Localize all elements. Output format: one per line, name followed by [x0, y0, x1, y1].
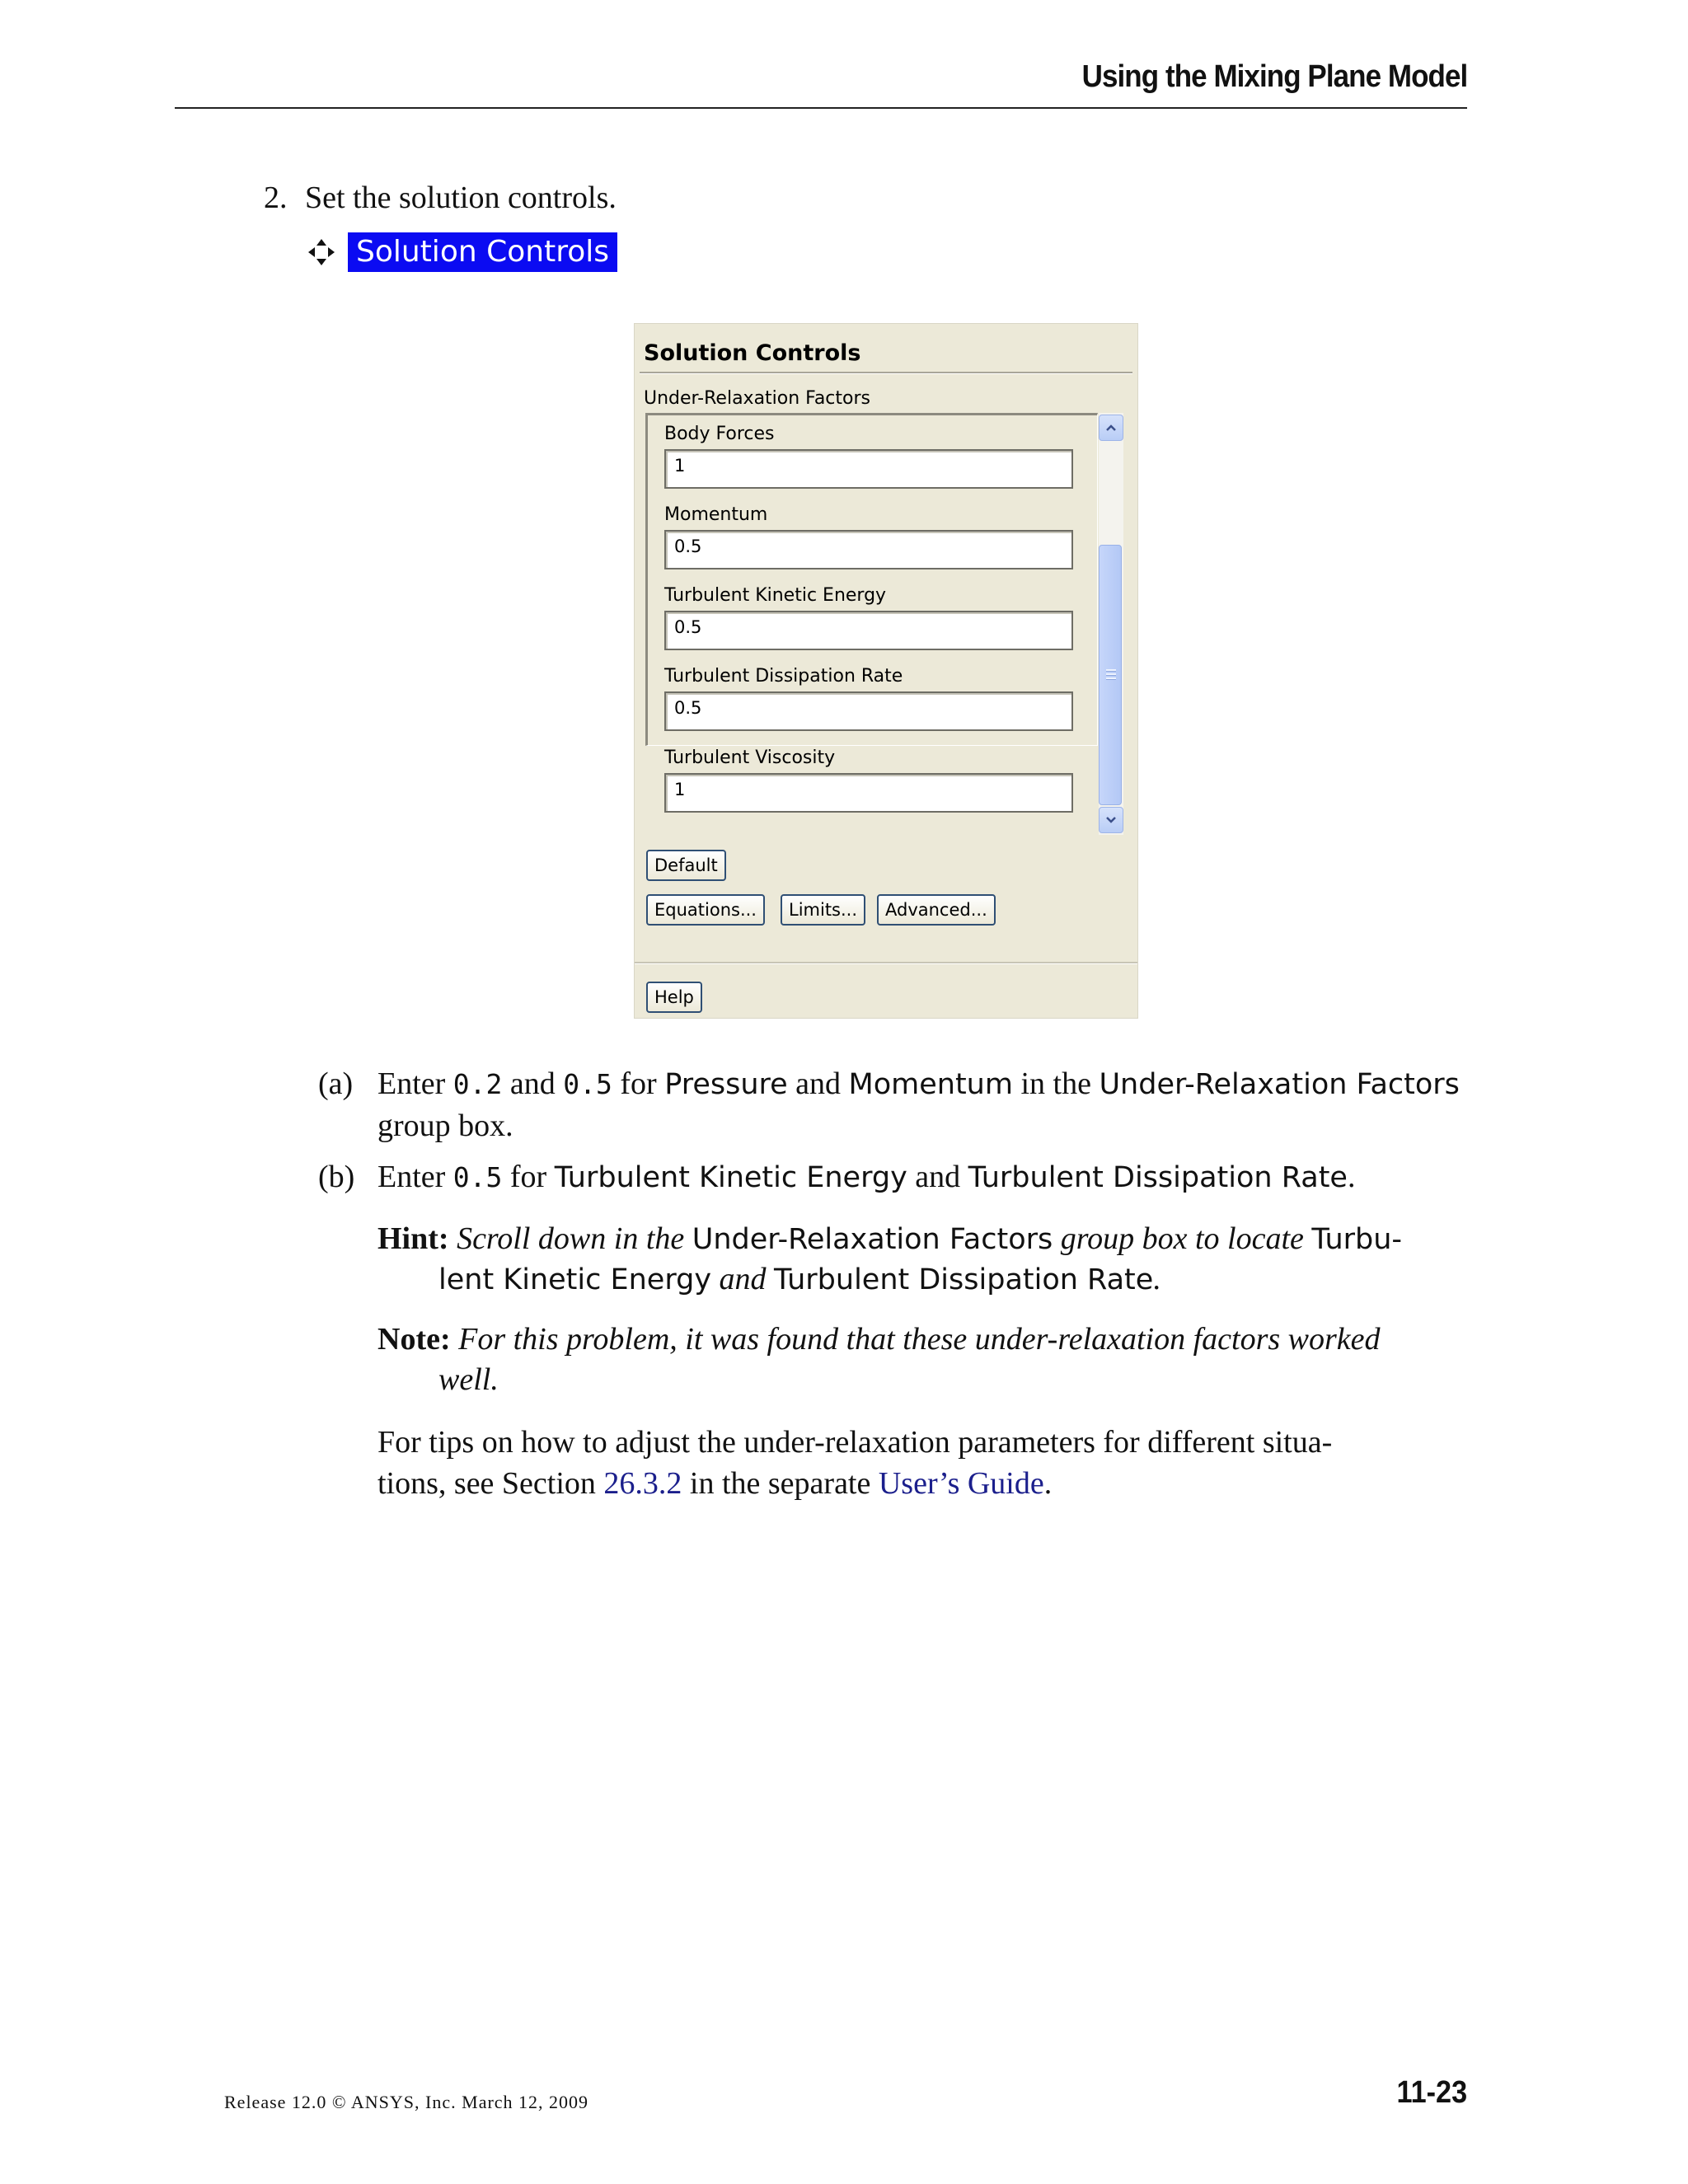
solution-controls-dialog — [635, 324, 1137, 1018]
turbulent-dissipation-rate-field — [664, 666, 1076, 731]
step-number: 2. — [264, 180, 288, 215]
hint-label: Hint: — [377, 1221, 449, 1256]
grip-icon — [1106, 668, 1116, 682]
field-label: Turbulent Kinetic Energy — [664, 585, 887, 606]
gui-term: Under-Relaxation Factors — [1099, 1068, 1460, 1101]
turbulent-dissipation-rate-input[interactable]: 0.5 — [664, 691, 1073, 731]
chevron-up-icon — [1105, 424, 1117, 432]
hint-paragraph — [377, 1218, 1402, 1260]
hint-paragraph-line2 — [438, 1258, 1161, 1301]
group-label: Under-Relaxation Factors — [644, 388, 870, 409]
scroll-thumb[interactable] — [1099, 545, 1122, 805]
text: . — [1153, 1262, 1161, 1296]
nav-row — [307, 232, 617, 272]
gui-term: Turbu- — [1311, 1223, 1403, 1256]
item-b — [318, 1156, 1356, 1198]
turbulent-kinetic-energy-input[interactable]: 0.5 — [664, 611, 1073, 650]
item-label: (b) — [318, 1160, 355, 1194]
momentum-field — [664, 504, 1076, 569]
value-text: 0.5 — [563, 1068, 612, 1100]
field-label: Turbulent Viscosity — [664, 748, 836, 768]
vertical-scrollbar[interactable] — [1099, 413, 1123, 835]
value-text: 0.2 — [452, 1068, 503, 1100]
scroll-up-button[interactable] — [1099, 415, 1123, 441]
momentum-input[interactable]: 0.5 — [664, 530, 1073, 569]
page-number: 11-23 — [1396, 2075, 1467, 2110]
limits-button[interactable]: Limits... — [781, 894, 865, 926]
text: For tips on how to adjust the under-relaxation parameters for different situa- — [377, 1425, 1333, 1460]
text: tions, see Section — [377, 1466, 604, 1501]
field-label: Turbulent Dissipation Rate — [664, 666, 903, 687]
note-paragraph — [377, 1319, 1381, 1360]
header-rule — [175, 107, 1467, 109]
field-label: Body Forces — [664, 424, 775, 444]
text: and — [502, 1066, 564, 1101]
turbulent-kinetic-energy-field — [664, 585, 1076, 650]
gui-term: Under-Relaxation Factors — [692, 1223, 1053, 1256]
default-button[interactable]: Default — [646, 850, 726, 881]
footer-release: Release 12.0 © ANSYS, Inc. March 12, 2009 — [224, 2092, 589, 2112]
text: Enter — [377, 1066, 453, 1101]
gui-term: Turbulent Kinetic Energy — [554, 1161, 907, 1194]
note-label: Note: — [377, 1322, 451, 1357]
text: group box to locate — [1053, 1221, 1312, 1256]
title-divider — [640, 372, 1132, 374]
body-forces-input[interactable]: 1 — [664, 449, 1073, 489]
chevron-down-icon — [1105, 816, 1117, 824]
text: and — [907, 1160, 968, 1194]
header-title: Using the Mixing Plane Model — [1081, 59, 1467, 94]
text: Enter — [377, 1160, 453, 1194]
gui-term: Turbulent Dissipation Rate — [968, 1161, 1348, 1194]
body-forces-field — [664, 424, 1076, 489]
bottom-divider — [635, 962, 1137, 964]
tips-paragraph — [377, 1422, 1332, 1504]
gui-term: Momentum — [848, 1068, 1013, 1101]
advanced-button[interactable]: Advanced... — [877, 894, 996, 926]
value-text: 0.5 — [452, 1161, 503, 1193]
text: . — [1347, 1160, 1356, 1194]
text: in the — [1012, 1066, 1100, 1101]
note-paragraph-line2: well. — [438, 1362, 499, 1397]
item-a — [318, 1063, 1460, 1146]
solution-controls-link[interactable]: Solution Controls — [348, 232, 617, 272]
text: group box. — [377, 1108, 513, 1143]
gui-term: Pressure — [664, 1068, 788, 1101]
turbulent-viscosity-input[interactable]: 1 — [664, 773, 1073, 813]
text: . — [1043, 1466, 1053, 1501]
step-text: Set the solution controls. — [305, 180, 617, 215]
equations-button[interactable]: Equations... — [646, 894, 765, 926]
move-arrows-icon — [307, 237, 336, 267]
help-button[interactable]: Help — [646, 982, 702, 1013]
text: and — [787, 1066, 849, 1101]
text: for — [502, 1160, 555, 1194]
dialog-title: Solution Controls — [644, 340, 861, 366]
text: For this problem, it was found that these under-relaxation factors worked — [458, 1322, 1381, 1357]
turbulent-viscosity-field — [664, 748, 1076, 813]
text: and — [711, 1262, 775, 1296]
under-relaxation-group — [645, 413, 1098, 746]
text: for — [612, 1066, 665, 1101]
text: in the separate — [682, 1466, 879, 1501]
section-link[interactable]: 26.3.2 — [603, 1466, 682, 1501]
gui-term: Turbulent Dissipation Rate — [774, 1263, 1154, 1296]
field-label: Momentum — [664, 504, 768, 525]
users-guide-link[interactable]: User’s Guide — [878, 1466, 1044, 1501]
step-line — [264, 180, 617, 216]
scroll-down-button[interactable] — [1099, 807, 1123, 833]
text: Scroll down in the — [457, 1221, 692, 1256]
gui-term: lent Kinetic Energy — [438, 1263, 712, 1296]
item-label: (a) — [318, 1066, 354, 1101]
